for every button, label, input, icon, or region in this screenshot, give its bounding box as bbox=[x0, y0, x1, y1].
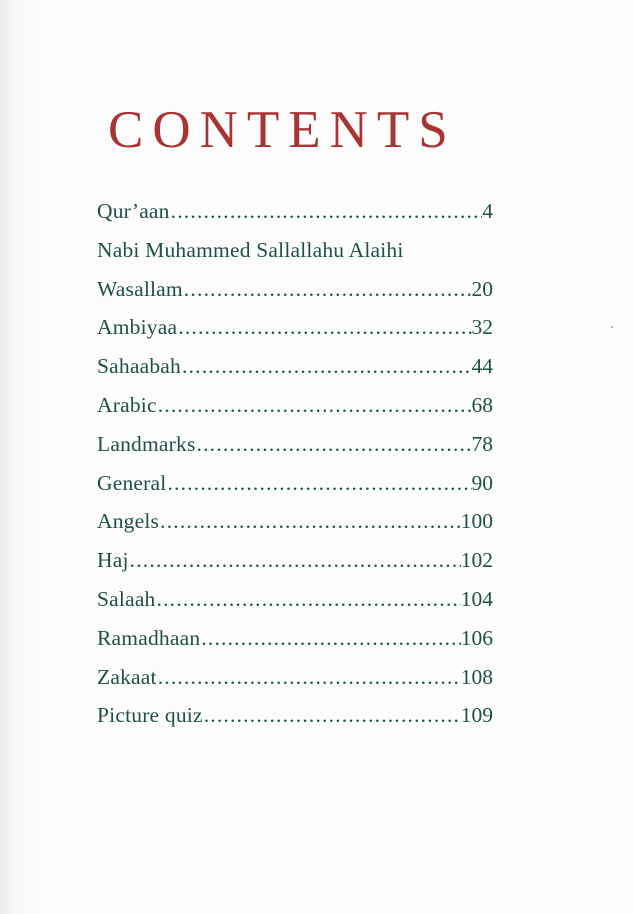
toc-entry-page: 104 bbox=[460, 586, 493, 611]
toc-entry-page: 32 bbox=[471, 315, 493, 340]
toc-entry-page: 100 bbox=[460, 509, 493, 534]
toc-entry-salaah bbox=[97, 580, 493, 619]
dot-leader bbox=[196, 425, 472, 464]
toc-entry-sahaabah bbox=[97, 347, 493, 386]
toc-entry-ramadhaan bbox=[97, 619, 493, 658]
dot-leader bbox=[170, 192, 483, 231]
toc-entry-label: Ramadhaan bbox=[97, 625, 201, 650]
toc-entry-page: 44 bbox=[471, 354, 493, 379]
toc-entry-label: Wasallam bbox=[97, 276, 183, 301]
toc-entry-page: 90 bbox=[471, 470, 493, 495]
paper-speck bbox=[611, 326, 613, 328]
toc-entry-quraan bbox=[97, 192, 493, 231]
toc-entry-label: Picture quiz bbox=[97, 703, 203, 728]
toc-entry-angels bbox=[97, 502, 493, 541]
dot-leader bbox=[157, 386, 472, 425]
toc-entry-arabic bbox=[97, 386, 493, 425]
toc-entry-zakaat bbox=[97, 658, 493, 697]
toc-entry-page: 4 bbox=[482, 199, 493, 223]
dot-leader bbox=[166, 464, 471, 503]
toc-entry-label: Sahaabah bbox=[97, 354, 181, 379]
dot-leader bbox=[203, 696, 461, 735]
dot-leader bbox=[159, 502, 461, 541]
toc-entry-page: 109 bbox=[460, 703, 493, 728]
dot-leader bbox=[177, 308, 471, 347]
table-of-contents bbox=[97, 192, 493, 735]
toc-entry-label: Salaah bbox=[97, 586, 156, 611]
dot-leader bbox=[183, 270, 472, 309]
page-title: CONTENTS bbox=[108, 101, 457, 159]
toc-entry-label: Haj bbox=[97, 548, 129, 573]
toc-entry-haj bbox=[97, 541, 493, 580]
toc-entry-label: Arabic bbox=[97, 392, 157, 417]
dot-leader bbox=[200, 619, 460, 658]
toc-entry-page: 102 bbox=[460, 548, 493, 573]
toc-entry-label: General bbox=[97, 470, 167, 495]
toc-entry-page: 108 bbox=[460, 664, 493, 689]
dot-leader bbox=[181, 347, 472, 386]
toc-entry-page: 68 bbox=[471, 392, 493, 417]
dot-leader bbox=[157, 658, 461, 697]
toc-entry-label: Ambiyaa bbox=[97, 315, 178, 340]
toc-entry-nabi-line1 bbox=[97, 231, 493, 270]
toc-entry-label: Nabi Muhammed Sallallahu Alaihi bbox=[97, 237, 404, 262]
toc-entry-label: Landmarks bbox=[97, 431, 196, 456]
toc-entry-general bbox=[97, 464, 493, 503]
toc-entry-page: 20 bbox=[471, 276, 493, 301]
dot-leader bbox=[156, 580, 461, 619]
toc-entry-label: Zakaat bbox=[97, 664, 157, 689]
dot-leader bbox=[129, 541, 461, 580]
toc-entry-picture-quiz bbox=[97, 696, 493, 735]
toc-entry-label: Angels bbox=[97, 509, 160, 534]
toc-entry-nabi-line2 bbox=[97, 270, 493, 309]
toc-entry-label: Qur’aan bbox=[97, 199, 170, 223]
toc-entry-landmarks bbox=[97, 425, 493, 464]
toc-entry-page: 78 bbox=[471, 431, 493, 456]
toc-entry-ambiyaa bbox=[97, 308, 493, 347]
toc-entry-page: 106 bbox=[460, 625, 493, 650]
